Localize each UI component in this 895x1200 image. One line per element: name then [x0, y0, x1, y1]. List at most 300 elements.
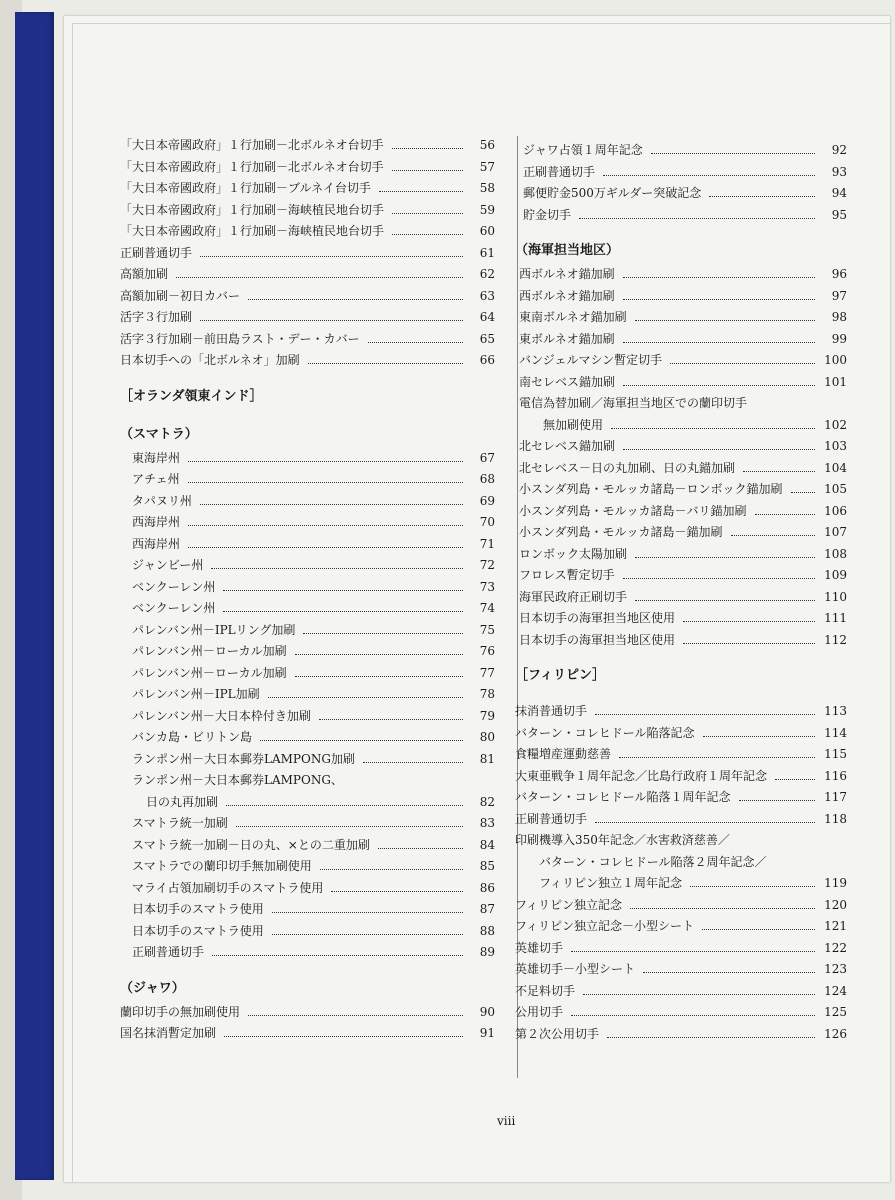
page-number: 100 [824, 353, 847, 367]
entry-title: バターン・コレヒドール陥落１周年記念 [515, 790, 731, 804]
page-number: 101 [824, 374, 847, 389]
page-number: 120 [824, 897, 847, 912]
page-number: 72 [479, 558, 495, 572]
leader-dots [272, 934, 463, 935]
toc-entry [515, 372, 847, 394]
toc-entry [515, 307, 847, 329]
toc-entry [120, 307, 495, 329]
leader-dots [791, 492, 815, 493]
entry-title: ベンクーレン州 [132, 579, 216, 594]
entry-title: 高額加刷 [120, 267, 169, 281]
page-number: 114 [824, 725, 847, 740]
section-heading: （海軍担当地区） [515, 243, 620, 258]
toc-entry [515, 183, 847, 205]
page-number: 116 [824, 768, 847, 783]
page-number: 88 [479, 923, 495, 938]
page-number: 110 [824, 589, 847, 604]
entry-title: フロレス暫定切手 [519, 568, 615, 582]
toc-entry [515, 1002, 847, 1024]
entry-title: 公用切手 [515, 1005, 564, 1019]
leader-dots [248, 1015, 463, 1016]
toc-entry [120, 684, 495, 706]
entry-title: 「大日本帝國政府」１行加刷－海峡植民地台切手 [120, 224, 385, 238]
page-number: 69 [479, 493, 495, 508]
toc-entry [120, 835, 495, 857]
entry-title: アチェ州 [132, 472, 180, 486]
page-number: 92 [831, 143, 847, 157]
toc-entry [515, 205, 847, 227]
toc-entry [515, 981, 847, 1003]
page-number: 63 [479, 288, 495, 303]
leader-dots [630, 908, 815, 909]
toc-entry [515, 544, 847, 566]
entry-title: 日本切手の海軍担当地区使用 [519, 611, 676, 625]
leader-dots [623, 385, 815, 386]
entry-title: 小スンダ列島・モルッカ諸島－バリ錨加刷 [519, 503, 747, 518]
toc-entry [515, 744, 847, 766]
toc-entry [120, 448, 495, 470]
entry-title: 海軍民政府正刷切手 [519, 589, 628, 604]
leader-dots [295, 654, 463, 655]
entry-title: 小スンダ列島・モルッカ諸島－錨加刷 [519, 525, 723, 539]
toc-entry [515, 809, 847, 831]
leader-dots [703, 736, 815, 737]
toc-entry [120, 878, 495, 900]
entry-title: スマトラでの蘭印切手無加刷使用 [132, 859, 312, 873]
spacer [515, 226, 847, 238]
toc-entry [515, 565, 847, 587]
entry-title: 東南ボルネオ錨加刷 [519, 310, 627, 324]
entry-title: 無加刷使用 [543, 417, 604, 432]
toc-entry [515, 329, 847, 351]
entry-title: 貯金切手 [523, 207, 572, 222]
leader-dots [392, 148, 463, 149]
entry-title: パレンバン州－ローカル加刷 [132, 665, 287, 680]
entry-title: フィリピン独立記念 [515, 897, 623, 912]
entry-title: 日本切手への「北ボルネオ」加刷 [120, 353, 300, 367]
toc-entry [120, 534, 495, 556]
entry-title: ロンボック太陽加刷 [519, 546, 628, 561]
page-number: 102 [824, 417, 847, 432]
leader-dots [224, 1036, 463, 1037]
toc-entry [120, 727, 495, 749]
leader-dots [635, 557, 815, 558]
page-number: 95 [831, 207, 847, 222]
leader-dots [308, 363, 463, 364]
toc-entry [515, 479, 847, 501]
page-number: 108 [824, 546, 847, 561]
toc-entry [120, 942, 495, 964]
leader-dots [295, 676, 463, 677]
leader-dots [619, 757, 815, 758]
toc-entry [515, 587, 847, 609]
leader-dots [739, 800, 815, 801]
toc-entry [120, 157, 495, 179]
leader-dots [607, 1037, 815, 1038]
page-number: 117 [824, 790, 847, 804]
page-number: 109 [824, 568, 847, 582]
page-number: 99 [831, 331, 847, 346]
entry-title: 北セレベス錨加刷 [519, 439, 616, 453]
section-heading: （ジャワ） [120, 980, 185, 996]
page-number: 81 [479, 751, 495, 766]
toc-entry [120, 749, 495, 771]
entry-title: 東ボルネオ錨加刷 [519, 331, 615, 346]
page-number: 89 [479, 945, 495, 959]
toc-entry [515, 916, 847, 938]
page-number: 94 [831, 186, 847, 200]
leader-dots [200, 256, 463, 257]
entry-title: 蘭印切手の無加刷使用 [120, 1004, 241, 1019]
page-number: 123 [824, 962, 847, 976]
entry-title: 西海岸州 [132, 515, 181, 529]
toc-entry [120, 491, 495, 513]
toc-entry [120, 1023, 495, 1045]
entry-title: 日の丸再加刷 [146, 794, 219, 809]
toc-entry [515, 522, 847, 544]
toc-entry [515, 895, 847, 917]
toc-entry [515, 852, 847, 874]
leader-dots [392, 213, 463, 214]
toc-entry [515, 630, 847, 652]
entry-title: 北セレベス－日の丸加刷、日の丸錨加刷 [519, 460, 736, 475]
page-number: 112 [824, 632, 847, 647]
toc-entry [120, 641, 495, 663]
page-number: 105 [824, 482, 847, 496]
page-number: 66 [479, 353, 495, 367]
page-number: 56 [479, 138, 495, 152]
entry-title: 「大日本帝國政府」１行加刷－ブルネイ台切手 [120, 181, 371, 195]
toc-entry [120, 512, 495, 534]
leader-dots [623, 449, 815, 450]
leader-dots [392, 234, 463, 235]
entry-title: 西ボルネオ錨加刷 [519, 288, 615, 303]
page-number: 106 [824, 503, 847, 518]
leader-dots [268, 697, 463, 698]
toc-entry [120, 264, 495, 286]
toc-entry [120, 577, 495, 599]
entry-title: 「大日本帝國政府」１行加刷－北ボルネオ台切手 [120, 138, 384, 152]
page-number: 107 [824, 525, 847, 539]
page-number: 77 [479, 665, 495, 680]
page-number: 113 [824, 704, 847, 718]
page-number: 83 [479, 816, 495, 830]
entry-title: 国名抹消暫定加刷 [120, 1026, 217, 1040]
leader-dots [319, 719, 463, 720]
page-number: 96 [831, 267, 847, 281]
leader-dots [623, 277, 815, 278]
entry-title: ジャワ占領１周年記念 [523, 143, 643, 157]
entry-title: フィリピン独立記念－小型シート [515, 919, 695, 933]
spacer [120, 372, 495, 384]
toc-entry [120, 221, 495, 243]
entry-title: バターン・コレヒドール陥落２周年記念／ [539, 854, 767, 869]
leader-dots [683, 621, 815, 622]
leader-dots [755, 514, 815, 515]
leader-dots [331, 891, 463, 892]
toc-entry [120, 813, 495, 835]
page-number: 79 [479, 708, 495, 723]
leader-dots [223, 611, 463, 612]
entry-title: 高額加刷－初日カバー [120, 288, 241, 303]
entry-title: 正刷普通切手 [132, 945, 205, 959]
entry-title: 西ボルネオ錨加刷 [519, 267, 615, 281]
entry-title: 活字３行加刷－前田島ラスト・デー・カバー [120, 331, 360, 346]
toc-entry [120, 792, 495, 814]
entry-title: 西海岸州 [132, 536, 181, 551]
toc-entry [515, 162, 847, 184]
leader-dots [392, 170, 463, 171]
leader-dots [260, 740, 463, 741]
entry-title: パレンバン州－IPLリング加刷 [132, 622, 296, 637]
page-number: 87 [479, 902, 495, 916]
entry-title: 英雄切手－小型シート [515, 962, 636, 976]
page-number: 68 [479, 472, 495, 486]
toc-entry [515, 873, 847, 895]
entry-title: ベンクーレン州 [132, 601, 216, 615]
entry-title: 正刷普通切手 [515, 811, 588, 826]
spacer [120, 964, 495, 976]
toc-entry [120, 598, 495, 620]
page-number: 74 [479, 601, 495, 615]
toc-entry [120, 243, 495, 265]
page-number: 71 [479, 536, 495, 551]
leader-dots [363, 762, 463, 763]
leader-dots [623, 299, 815, 300]
page-number: 73 [479, 579, 495, 594]
leader-dots [378, 848, 463, 849]
leader-dots [200, 504, 463, 505]
toc-entry [120, 921, 495, 943]
toc-entry [515, 501, 847, 523]
leader-dots [176, 277, 463, 278]
leader-dots [571, 1015, 815, 1016]
page-number: 82 [479, 794, 495, 809]
leader-dots [651, 153, 815, 154]
entry-title: スマトラ統一加刷 [132, 816, 228, 830]
entry-title: 「大日本帝國政府」１行加刷－北ボルネオ台切手 [120, 159, 384, 174]
spacer [120, 410, 495, 422]
entry-title: 大東亜戦争１周年記念／比島行政府１周年記念 [515, 768, 768, 783]
leader-dots [200, 320, 463, 321]
entry-title: 郵便貯金500万ギルダー突破記念 [523, 186, 702, 200]
toc-entry [515, 701, 847, 723]
toc-entry [120, 555, 495, 577]
toc-entry [515, 458, 847, 480]
entry-title: 南セレベス錨加刷 [519, 374, 616, 389]
page-number: 60 [479, 224, 495, 238]
page-number: 91 [479, 1026, 495, 1040]
toc-entry [515, 140, 847, 162]
leader-dots [775, 779, 815, 780]
page-number: 67 [479, 450, 495, 465]
leader-dots [635, 320, 815, 321]
page-number: 118 [824, 811, 847, 826]
toc-entry [120, 899, 495, 921]
page-number: 97 [831, 288, 847, 303]
toc-entry [120, 350, 495, 372]
page-number: 119 [824, 876, 847, 890]
toc-entry [515, 350, 847, 372]
leader-dots [702, 929, 815, 930]
toc-entry [120, 706, 495, 728]
toc-entry [120, 200, 495, 222]
toc-entry [515, 436, 847, 458]
toc-entry [515, 830, 847, 852]
entry-title: 不足料切手 [515, 983, 576, 998]
page-number: 126 [824, 1026, 847, 1041]
entry-title: スマトラ統一加刷－日の丸、×との二重加刷 [132, 837, 370, 852]
leader-dots [368, 342, 463, 343]
entry-title: 英雄切手 [515, 940, 564, 955]
section-heading: （スマトラ） [120, 426, 198, 442]
page-number: 98 [831, 310, 847, 324]
leader-dots [272, 912, 463, 913]
leader-dots [212, 955, 463, 956]
left-column [120, 135, 495, 1045]
page-number: 57 [479, 159, 495, 174]
page-number: 85 [479, 859, 495, 873]
toc-entry [120, 1002, 495, 1024]
page-number: 58 [479, 181, 495, 195]
page-number: 122 [824, 940, 847, 955]
page-number: 80 [479, 730, 495, 744]
leader-dots [248, 299, 463, 300]
entry-title: 第２次公用切手 [515, 1026, 600, 1041]
toc-entry [120, 469, 495, 491]
toc-entry [120, 770, 495, 792]
toc-entry [515, 415, 847, 437]
entry-title: 印刷機導入350年記念／水害救済慈善／ [515, 833, 730, 847]
toc-entry [120, 663, 495, 685]
toc-entry [515, 393, 847, 415]
leader-dots [603, 175, 815, 176]
leader-dots [226, 805, 463, 806]
toc-entry [515, 1024, 847, 1046]
leader-dots [188, 482, 463, 483]
leader-dots [223, 590, 463, 591]
entry-title: パレンバン州－ローカル加刷 [132, 644, 287, 658]
entry-title: パレンバン州－大日本枠付き加刷 [132, 708, 311, 723]
page-number: 90 [479, 1004, 495, 1019]
leader-dots [623, 578, 815, 579]
page-number: 65 [479, 331, 495, 346]
toc-entry [515, 608, 847, 630]
entry-title: ジャンビー州 [132, 558, 204, 572]
toc-entry [515, 264, 847, 286]
entry-title: バンカ島・ビリトン島 [132, 730, 253, 744]
toc-entry [120, 135, 495, 157]
toc-entry [515, 766, 847, 788]
page-number: 124 [824, 983, 847, 998]
toc-entry [515, 723, 847, 745]
leader-dots [595, 822, 815, 823]
spacer [515, 689, 847, 701]
page-number: 121 [824, 919, 847, 933]
leader-dots [743, 471, 815, 472]
page-number: 111 [824, 611, 847, 625]
page-number: 93 [831, 164, 847, 179]
leader-dots [379, 191, 463, 192]
leader-dots [188, 525, 463, 526]
leader-dots [683, 643, 815, 644]
entry-title: バターン・コレヒドール陥落記念 [515, 725, 695, 740]
section-heading: ［フィリピン］ [515, 668, 605, 683]
page-number: 103 [824, 439, 847, 453]
entry-title: 日本切手のスマトラ使用 [132, 902, 264, 916]
leader-dots [690, 886, 815, 887]
entry-title: 正刷普通切手 [523, 164, 596, 179]
page-number: 76 [479, 644, 495, 658]
leader-dots [320, 869, 463, 870]
right-column [515, 140, 847, 1045]
page-number: 86 [479, 880, 495, 895]
toc-entry [120, 620, 495, 642]
binder-spine [15, 12, 54, 1180]
page-number: 62 [479, 267, 495, 281]
page-number: 84 [479, 837, 495, 852]
toc-entry [515, 938, 847, 960]
leader-dots [643, 972, 815, 973]
leader-dots [595, 714, 815, 715]
leader-dots [236, 826, 463, 827]
page-number: 78 [479, 687, 495, 701]
entry-title: 小スンダ列島・モルッカ諸島－ロンボック錨加刷 [519, 482, 783, 496]
toc-entry [120, 286, 495, 308]
toc-entry [515, 959, 847, 981]
leader-dots [211, 568, 463, 569]
entry-title: 日本切手の海軍担当地区使用 [519, 632, 676, 647]
leader-dots [623, 342, 815, 343]
leader-dots [670, 363, 815, 364]
leader-dots [635, 600, 815, 601]
leader-dots [611, 428, 815, 429]
leader-dots [731, 535, 815, 536]
entry-title: フィリピン独立１周年記念 [539, 876, 683, 890]
page-number: 59 [479, 202, 495, 217]
entry-title: マライ占領加刷切手のスマトラ使用 [132, 880, 324, 895]
toc-entry [120, 329, 495, 351]
leader-dots [188, 547, 463, 548]
section-heading: ［オランダ領東インド］ [120, 388, 263, 404]
entry-title: バンジェルマシン暫定切手 [519, 353, 663, 367]
entry-title: パレンバン州－IPL加刷 [132, 687, 260, 701]
leader-dots [303, 633, 463, 634]
spacer [515, 651, 847, 663]
entry-title: 活字３行加刷 [120, 310, 193, 324]
toc-entry [120, 178, 495, 200]
page-number: 104 [824, 460, 847, 475]
page-number: 115 [824, 747, 847, 761]
entry-title: 日本切手のスマトラ使用 [132, 923, 264, 938]
entry-title: タパヌリ州 [132, 493, 192, 508]
entry-title: ランポン州－大日本郵券LAMPONG、 [132, 773, 343, 787]
leader-dots [188, 461, 463, 462]
entry-title: 東海岸州 [132, 450, 181, 465]
entry-title: 食糧増産運動慈善 [515, 747, 612, 761]
toc-entry [515, 787, 847, 809]
entry-title: 抹消普通切手 [515, 704, 588, 718]
page-folio: viii [497, 1114, 516, 1128]
toc-entry [515, 286, 847, 308]
leader-dots [583, 994, 815, 995]
leader-dots [579, 218, 815, 219]
leader-dots [709, 196, 815, 197]
page-number: 61 [479, 245, 495, 260]
page-number: 75 [479, 622, 495, 637]
entry-title: 電信為替加刷／海軍担当地区での蘭印切手 [519, 396, 748, 410]
page-number: 125 [824, 1005, 847, 1019]
